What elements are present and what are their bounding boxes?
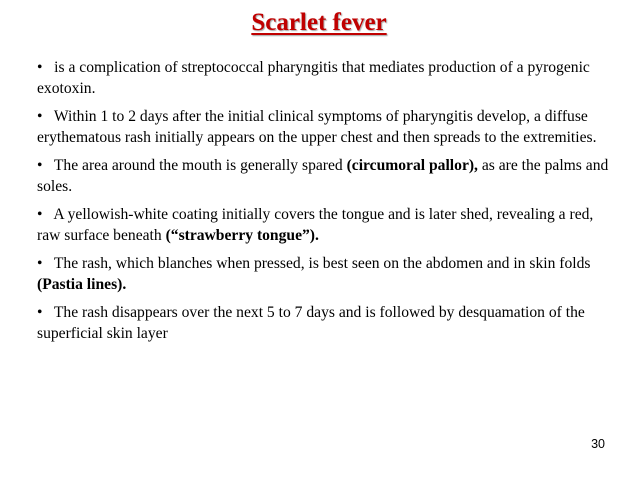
bullet-marker: • <box>37 206 43 223</box>
bullet-text: is a complication of streptococcal pharyngitis that mediates production of a pyrogenic exotoxin. <box>37 59 590 97</box>
slide-title: Scarlet fever <box>251 9 387 36</box>
bullet-text: A yellowish-white coating initially covers the tongue and is later shed, revealing a red, raw surface beneath <box>37 206 594 244</box>
bullet-marker: • <box>37 157 43 174</box>
bullet-item <box>37 58 612 99</box>
bullet-item <box>37 107 612 148</box>
bullet-marker: • <box>37 255 43 272</box>
bullet-list <box>37 58 612 352</box>
bullet-marker: • <box>37 108 43 125</box>
bullet-marker: • <box>37 304 43 321</box>
bullet-text: The rash disappears over the next 5 to 7 days and is followed by desquamation of the superficial skin layer <box>37 304 585 342</box>
bullet-emphasis: (circumoral pallor), <box>346 157 478 174</box>
bullet-text: The area around the mouth is generally spared <box>53 157 347 174</box>
page-number: 30 <box>591 437 605 451</box>
bullet-item <box>37 205 612 246</box>
bullet-item <box>37 254 612 295</box>
bullet-item <box>37 303 612 344</box>
bullet-tail: as are the palms and soles. <box>37 157 609 195</box>
bullet-marker: • <box>37 59 43 76</box>
bullet-emphasis: (“strawberry tongue”). <box>165 226 319 244</box>
bullet-text: Within 1 to 2 days after the initial clinical symptoms of pharyngitis develop, a diffuse erythematous rash initially appears on the upper chest and then spreads to the extremities. <box>37 108 597 146</box>
bullet-text: The rash, which blanches when pressed, is best seen on the abdomen and in skin folds <box>53 255 591 272</box>
bullet-item <box>37 156 612 197</box>
bullet-emphasis: (Pastia lines). <box>37 275 127 293</box>
